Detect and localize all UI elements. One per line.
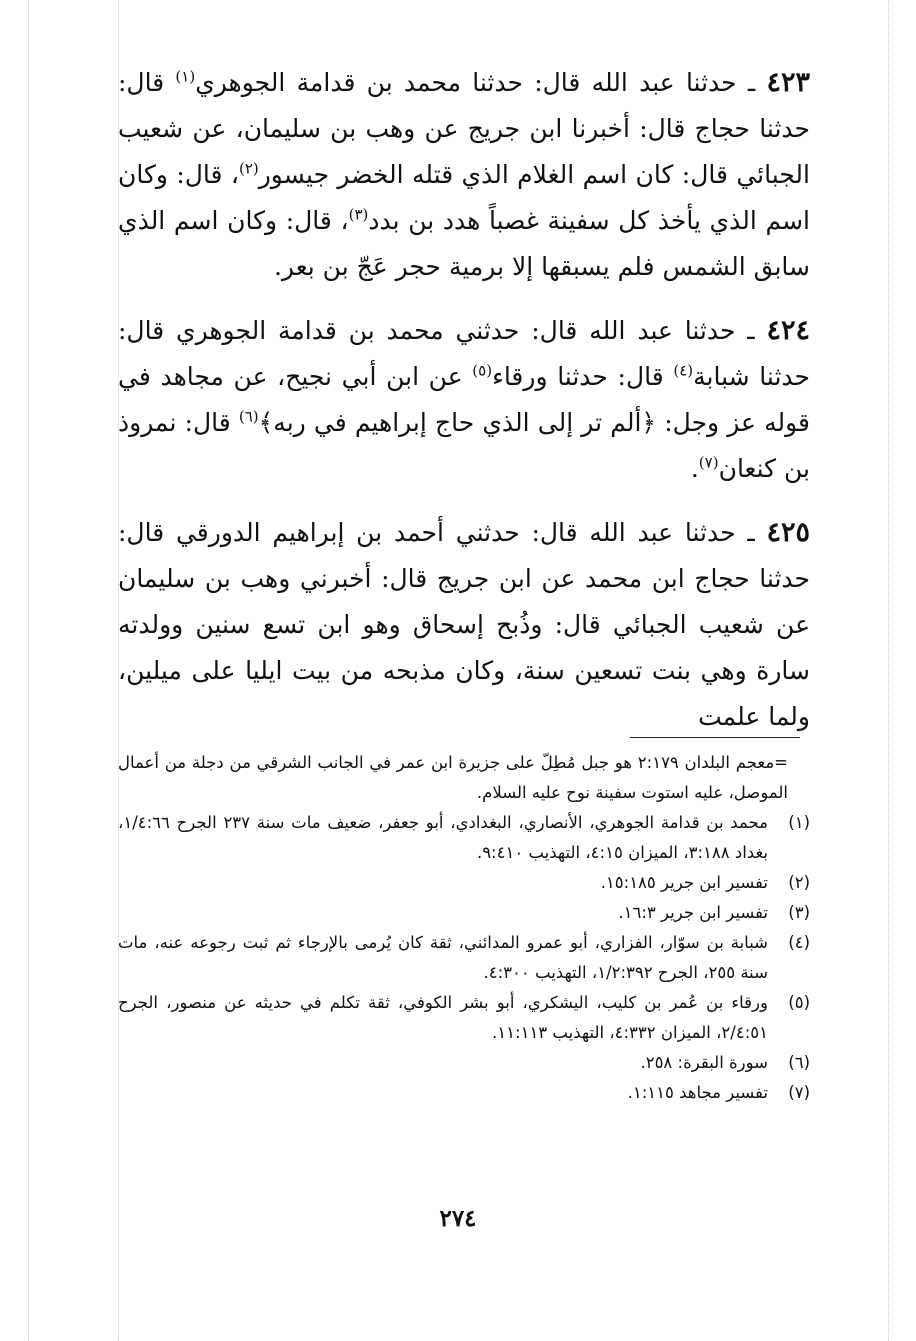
hadith-425 [118,510,810,740]
scan-edge-left [28,0,29,1341]
footnote-reference: (٦) [238,407,259,426]
footnote-text: تفسير مجاهد ١:١١٥. [627,1083,768,1102]
footnote-continuation: =معجم البلدان ٢:١٧٩ هو جبل مُطِلّ على جزيرة ابن عمر في الجانب الشرقي من دجلة من أعمال الموصل، عليه استوت سفينة نوح عليه السلام. [118,753,788,802]
footnote-2 [118,868,810,898]
footnote-reference: (٢) [238,159,259,178]
footnote-text: ورقاء بن عُمر بن كليب، اليشكري، أبو بشر الكوفي، ثقة تكلم في حديثه عن منصور، الجرح ٢/٤:٥١، الميزان ٤:٣٣٢، التهذيب ١١:١١٣. [118,993,768,1042]
footnote-reference: (٣) [348,205,369,224]
footnote-4 [118,928,810,988]
main-text [118,60,810,758]
hadith-text: ـ حدثنا عبد الله قال: حدثني أحمد بن إبراهيم الدورقي قال: حدثنا حجاج ابن محمد عن ابن جريج قال: أخبرني وهب بن سليمان عن شعيب الجبائي قال: وذُبح إسحاق وهو ابن تسع سنين وولدته سارة وهي بنت تسعين سنة، وكان مذبحه من بيت ايليا على ميلين، ولما علمت [118,518,810,731]
footnote-marker: (٦) [788,1053,810,1072]
footnote-text: سورة البقرة: ٢٥٨. [640,1053,768,1072]
footnote-marker: (٥) [788,993,810,1012]
footnote-marker: (٣) [788,903,810,922]
hadith-number: ٤٢٥ [766,517,810,548]
page-number: ٢٧٤ [439,1205,477,1232]
footnote-3 [118,898,810,928]
scan-edge-right [888,0,889,1341]
footnote-marker: (٧) [788,1083,810,1102]
footnote-reference: (٧) [698,453,719,472]
footnote-text: تفسير ابن جرير ١٥:١٨٥. [600,873,768,892]
footnotes [118,748,810,1108]
footnote-text: تفسير ابن جرير ١٦:٣. [618,903,768,922]
hadith-424 [118,308,810,492]
hadith-text: ـ حدثنا عبد الله قال: حدثنا محمد بن قدامة الجوهري$^{(١)}$ قال: حدثنا حجاج قال: أخبرنا ابن جريج عن وهب بن سليمان، عن شعيب الجبائي قال: كان اسم الغلام الذي قتله الخضر جيسور$^{(٢)}$، قال: وكان اسم الذي يأخذ كل سفينة غصباً هدد بن بدد$^{(٣)}$، قال: وكان اسم الذي سابق الشمس فلم يسبقها إلا برمية حجر عَجّ بن بعر. [118,67,810,281]
footnote-reference: (١) [175,67,196,86]
hadith-number: ٤٢٣ [766,67,810,98]
footnote-7 [118,1078,810,1108]
footnote-marker: (٢) [788,873,810,892]
hadith-number: ٤٢٤ [766,315,811,346]
hadith-text: ـ حدثنا عبد الله قال: حدثني محمد بن قدامة الجوهري قال: حدثنا شبابة$^{(٤)}$ قال: حدثنا ورقاء$^{(٥)}$ عن ابن أبي نجيح، عن مجاهد في قوله عز وجل: ﴿ألم تر إلى الذي حاج إبراهيم في ربه﴾$^{(٦)}$ قال: نمروذ بن كنعان$^{(٧)}$. [118,316,810,483]
footnote-marker: (٤) [788,933,810,952]
footnote-5 [118,988,810,1048]
footnote-text: محمد بن قدامة الجوهري، الأنصاري، البغدادي، أبو جعفر، ضعيف مات سنة ٢٣٧ الجرح ١/٤:٦٦، بغداد ٣:١٨٨، الميزان ٤:١٥، التهذيب ٩:٤١٠. [118,813,768,862]
footnote-reference: (٤) [673,361,694,380]
footnote-reference: (٥) [472,361,493,380]
footnote-6 [118,1048,810,1078]
footnote-separator [630,737,800,738]
footnote-text: شبابة بن سوّار، الفزاري، أبو عمرو المدائني، ثقة كان يُرمى بالإرجاء ثم ثبت رجوعه عنه، مات سنة ٢٥٥، الجرح ١/٢:٣٩٢، التهذيب ٤:٣٠٠. [118,933,768,982]
footnote-marker: (١) [788,813,810,832]
hadith-423 [118,60,810,290]
footnote-1 [118,808,810,868]
